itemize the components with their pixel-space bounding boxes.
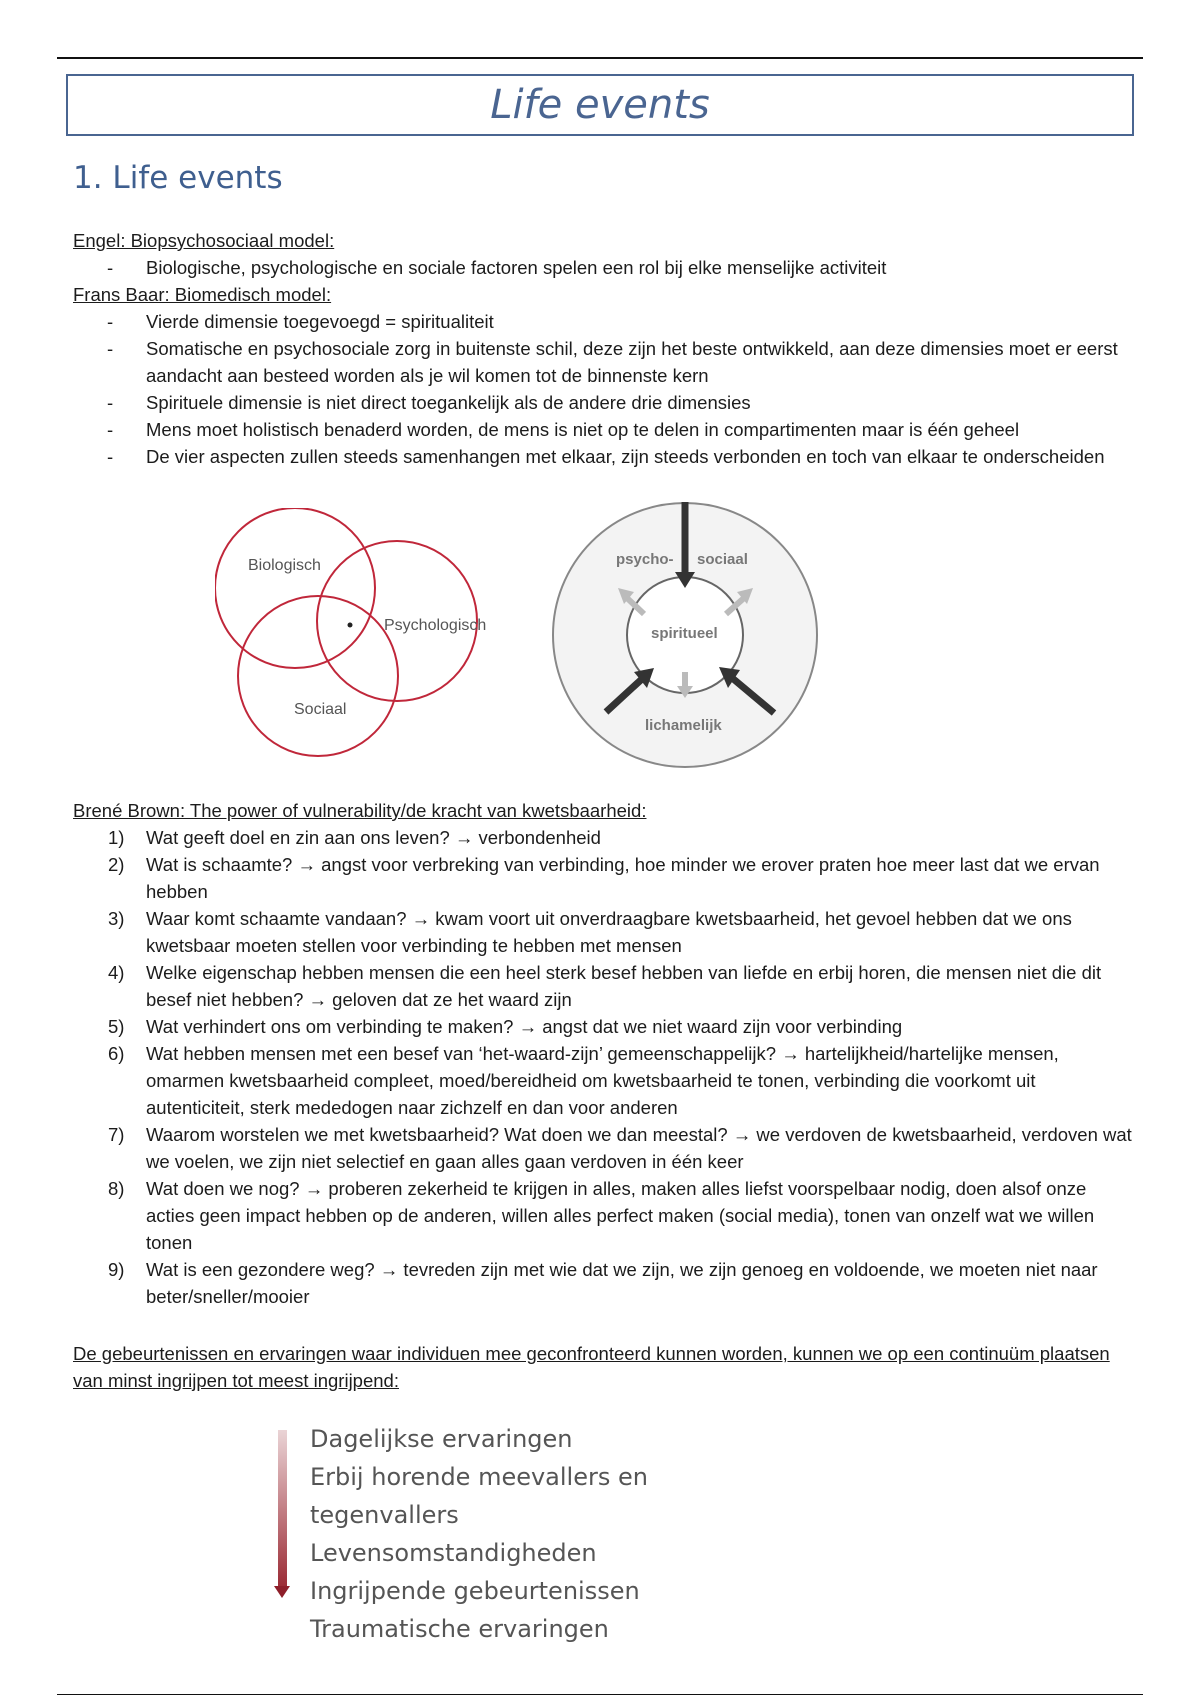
item-text: Wat is een gezondere weg? → tevreden zijn met wie dat we zijn, we zijn genoeg en voldoende, we moeten niet naar beter/sneller/mooier <box>146 1259 1098 1307</box>
venn-center-dot <box>348 623 353 628</box>
continuum-section <box>73 1340 1133 1394</box>
item-number: 6) <box>108 1043 125 1064</box>
baar-title: Frans Baar: Biomedisch model: <box>73 284 332 305</box>
item-number: 8) <box>108 1178 125 1199</box>
list-item <box>73 959 1133 1013</box>
continuum-item: Erbij horende meevallers en tegenvallers <box>310 1463 648 1529</box>
continuum-intro: De gebeurtenissen en ervaringen waar individuen mee geconfronteerd kunnen worden, kunnen we op een continuüm plaatsen van minst ingrijpen tot meest ingrijpend: <box>73 1343 1110 1391</box>
bullet-marker: - <box>107 392 114 413</box>
list-item <box>73 254 1133 281</box>
heading-life-events: 1. Life events <box>73 160 283 196</box>
continuum-list <box>310 1420 770 1648</box>
venn-label-sociaal: Sociaal <box>294 701 347 718</box>
item-text: Waar komt schaamte vandaan? → kwam voort uit onverdraagbare kwetsbaarheid, het gevoel hebben dat we ons kwetsbaar moeten stellen voor verbinding te hebben met mensen <box>146 908 1072 956</box>
continuum-figure <box>270 1420 770 1643</box>
continuum-arrow-down-icon <box>274 1586 290 1598</box>
list-item <box>73 1256 1133 1310</box>
item-number: 9) <box>108 1259 125 1280</box>
brown-section <box>73 797 1133 1310</box>
venn-label-biologisch: Biologisch <box>248 557 321 574</box>
list-item <box>73 335 1133 389</box>
item-text: Wat doen we nog? → proberen zekerheid te krijgen in alles, maken alles liefst voorspelbaar nodig, doen alsof onze acties geen impact hebben op de anderen, willen alles perfect maken (social media), tonen van onzelf wat we willen tonen <box>146 1178 1095 1253</box>
list-item <box>73 416 1133 443</box>
continuum-item: Levensomstandigheden <box>310 1539 597 1567</box>
item-text: Wat is schaamte? → angst voor verbreking van verbinding, hoe minder we erover praten hoe meer last dat we ervan hebben <box>146 854 1100 902</box>
engel-title: Engel: Biopsychosociaal model: <box>73 230 335 251</box>
top-rule <box>57 57 1143 59</box>
venn-diagram <box>215 508 495 763</box>
item-text: Wat verhindert ons om verbinding te maken? → angst dat we niet waard zijn voor verbinding <box>146 1016 903 1037</box>
continuum-item: Ingrijpende gebeurtenissen <box>310 1577 640 1605</box>
list-item <box>73 389 1133 416</box>
item-number: 7) <box>108 1124 125 1145</box>
list-item <box>73 824 1133 851</box>
bullet-marker: - <box>107 419 114 440</box>
bullet-text: Spirituele dimensie is niet direct toegankelijk als de andere drie dimensies <box>146 392 751 413</box>
item-text: Wat geeft doel en zin aan ons leven? → verbondenheid <box>146 827 601 848</box>
item-number: 4) <box>108 962 125 983</box>
bullet-marker: - <box>107 257 114 278</box>
bullet-text: De vier aspecten zullen steeds samenhangen met elkaar, zijn steeds verbonden en toch van elkaar te onderscheiden <box>146 446 1105 467</box>
list-item <box>73 443 1133 470</box>
bullet-text: Vierde dimensie toegevoegd = spiritualiteit <box>146 311 494 332</box>
venn-label-psychologisch: Psychologisch <box>384 617 487 634</box>
item-text: Welke eigenschap hebben mensen die een heel sterk besef hebben van liefde en erbij horen, die mensen niet die dit besef niet hebben? → geloven dat ze het waard zijn <box>146 962 1102 1010</box>
bullet-text: Mens moet holistisch benaderd worden, de mens is niet op te delen in compartimenten maar is één geheel <box>146 419 1020 440</box>
list-item <box>73 1040 1133 1121</box>
list-item <box>73 1013 1133 1040</box>
document-title: Life events <box>490 82 710 128</box>
item-number: 2) <box>108 854 125 875</box>
dimensions-diagram <box>548 500 823 770</box>
bullet-marker: - <box>107 338 114 359</box>
venn-circle-biologisch <box>215 508 375 668</box>
label-psycho: psycho- <box>616 551 674 568</box>
bullet-text: Biologische, psychologische en sociale factoren spelen een rol bij elke menselijke activiteit <box>146 257 887 278</box>
document-title-box <box>66 74 1134 136</box>
item-number: 5) <box>108 1016 125 1037</box>
bottom-rule <box>57 1694 1143 1695</box>
brown-title: Brené Brown: The power of vulnerability/de kracht van kwetsbaarheid: <box>73 800 647 821</box>
label-sociaal: sociaal <box>697 551 748 568</box>
continuum-arrow-shaft <box>278 1430 287 1588</box>
list-item <box>73 1121 1133 1175</box>
label-lichamelijk: lichamelijk <box>645 717 722 734</box>
item-number: 1) <box>108 827 125 848</box>
bullet-text: Somatische en psychosociale zorg in buitenste schil, deze zijn het beste ontwikkeld, aan deze dimensies moet er eerst aandacht aan besteed worden als je wil komen tot de binnenste kern <box>146 338 1118 386</box>
list-item <box>73 1175 1133 1256</box>
list-item <box>73 905 1133 959</box>
models-section <box>73 227 1133 470</box>
bullet-marker: - <box>107 446 114 467</box>
item-number: 3) <box>108 908 125 929</box>
item-text: Wat hebben mensen met een besef van ‘het-waard-zijn’ gemeenschappelijk? → hartelijkheid/hartelijke mensen, omarmen kwetsbaarheid compleet, moed/bereidheid om kwetsbaarheid te tonen, verbinding die voorkomt uit autenticiteit, sterk mededogen naar zichzelf en dan voor anderen <box>146 1043 1059 1118</box>
list-item <box>73 851 1133 905</box>
bullet-marker: - <box>107 311 114 332</box>
continuum-item: Dagelijkse ervaringen <box>310 1425 573 1453</box>
label-spiritueel: spiritueel <box>651 625 718 642</box>
continuum-item: Traumatische ervaringen <box>310 1615 609 1643</box>
list-item <box>73 308 1133 335</box>
item-text: Waarom worstelen we met kwetsbaarheid? Wat doen we dan meestal? → we verdoven de kwetsbaarheid, verdoven wat we voelen, we zijn niet selectief en gaan alles gaan verdoven in één keer <box>146 1124 1132 1172</box>
